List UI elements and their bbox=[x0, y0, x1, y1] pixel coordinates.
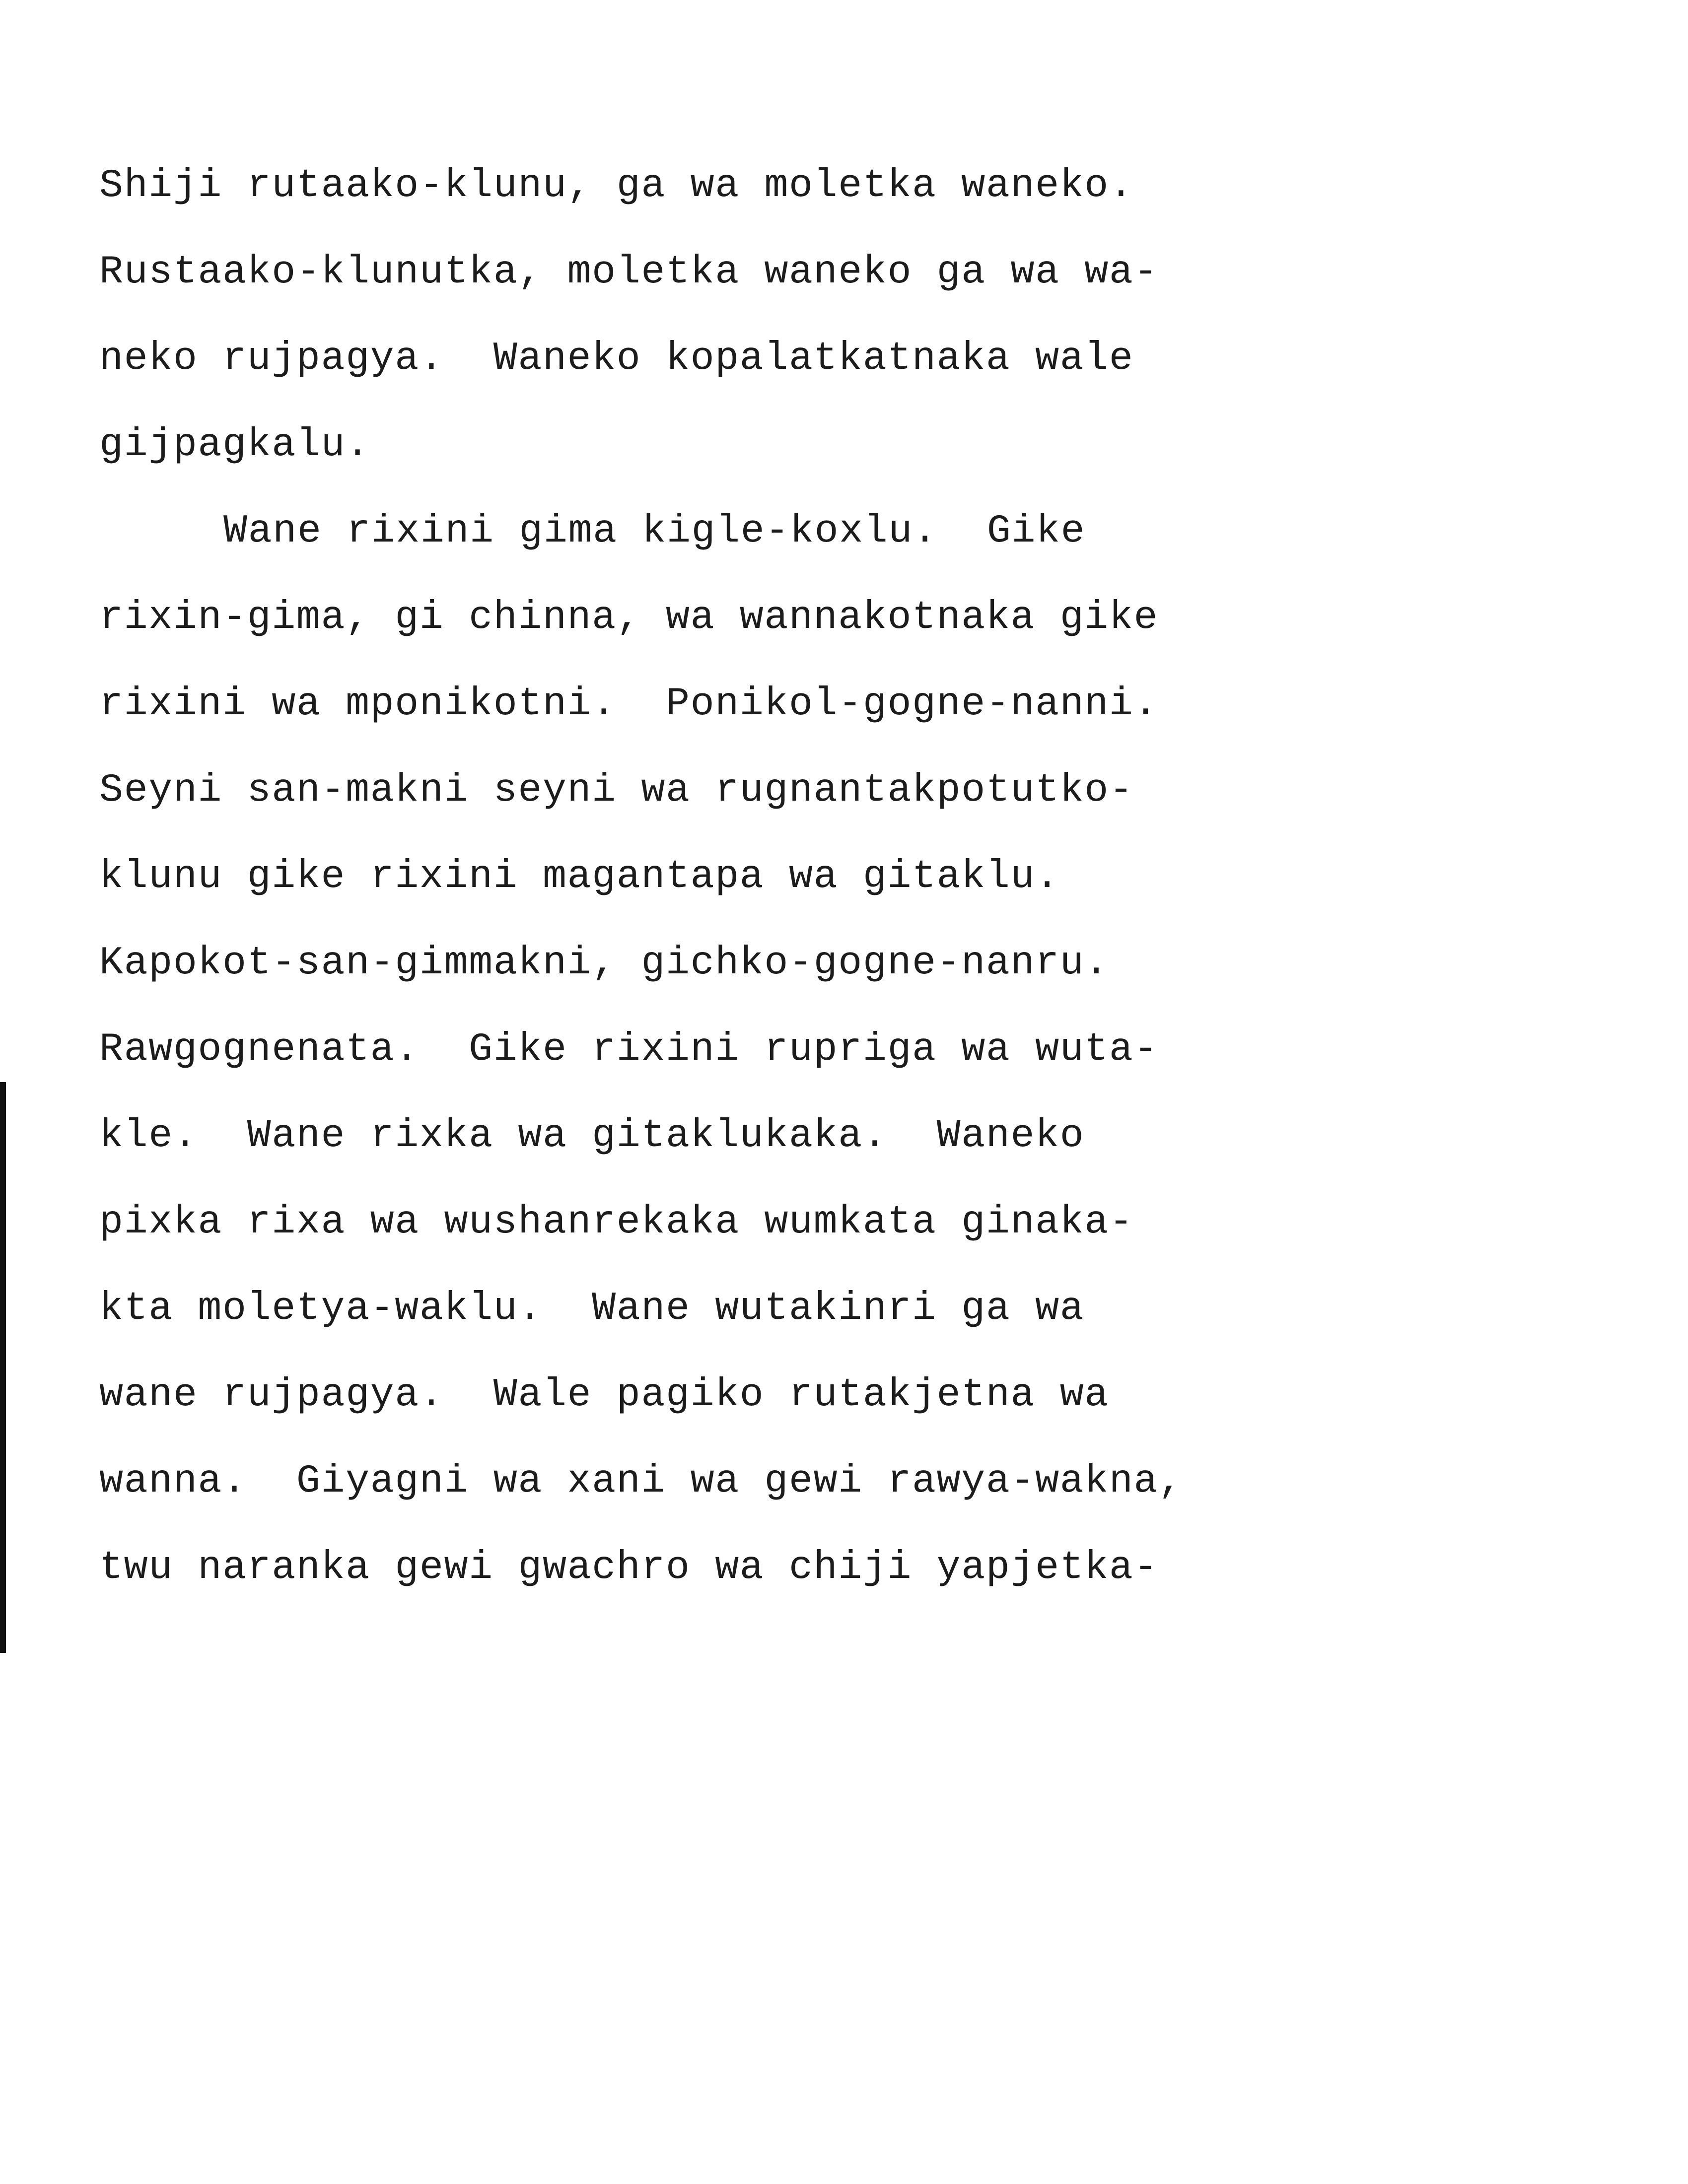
text-line-8: Seyni san-makni seyni wa rugnantakpotutko- bbox=[99, 768, 1134, 813]
text-line-4: gijpagkalu. bbox=[99, 422, 370, 468]
text-line-11: Rawgognenata. Gike rixini rupriga wa wuta- bbox=[99, 1027, 1159, 1072]
text-line-5: Wane rixini gima kigle-koxlu. Gike bbox=[223, 509, 1086, 554]
text-line-13: pixka rixa wa wushanrekaka wumkata ginaka- bbox=[99, 1200, 1134, 1245]
text-line-16: wanna. Giyagni wa xani wa gewi rawya-wakna, bbox=[99, 1459, 1183, 1504]
text-line-14: kta moletya-waklu. Wane wutakinri ga wa bbox=[99, 1286, 1085, 1331]
text-line-7: rixini wa mponikotni. Ponikol-gogne-nanni. bbox=[99, 682, 1159, 727]
typed-text-block bbox=[99, 159, 1291, 1627]
text-line-12: kle. Wane rixka wa gitaklukaka. Waneko bbox=[99, 1113, 1085, 1159]
text-line-6: rixin-gima, gi chinna, wa wannakotnaka gike bbox=[99, 595, 1159, 640]
text-line-9: klunu gike rixini magantapa wa gitaklu. bbox=[99, 854, 1060, 899]
text-line-17: twu naranka gewi gwachro wa chiji yapjetka- bbox=[99, 1545, 1159, 1590]
text-line-2: Rustaako-klunutka, moletka waneko ga wa wa- bbox=[99, 250, 1159, 295]
text-line-10: Kapokot-san-gimmakni, gichko-gogne-nanru. bbox=[99, 941, 1109, 986]
left-margin-scan-line bbox=[0, 1082, 6, 1653]
text-line-15: wane rujpagya. Wale pagiko rutakjetna wa bbox=[99, 1372, 1109, 1418]
text-line-1: Shiji rutaako-klunu, ga wa moletka waneko. bbox=[99, 163, 1134, 208]
text-line-3: neko rujpagya. Waneko kopalatkatnaka wale bbox=[99, 336, 1134, 381]
